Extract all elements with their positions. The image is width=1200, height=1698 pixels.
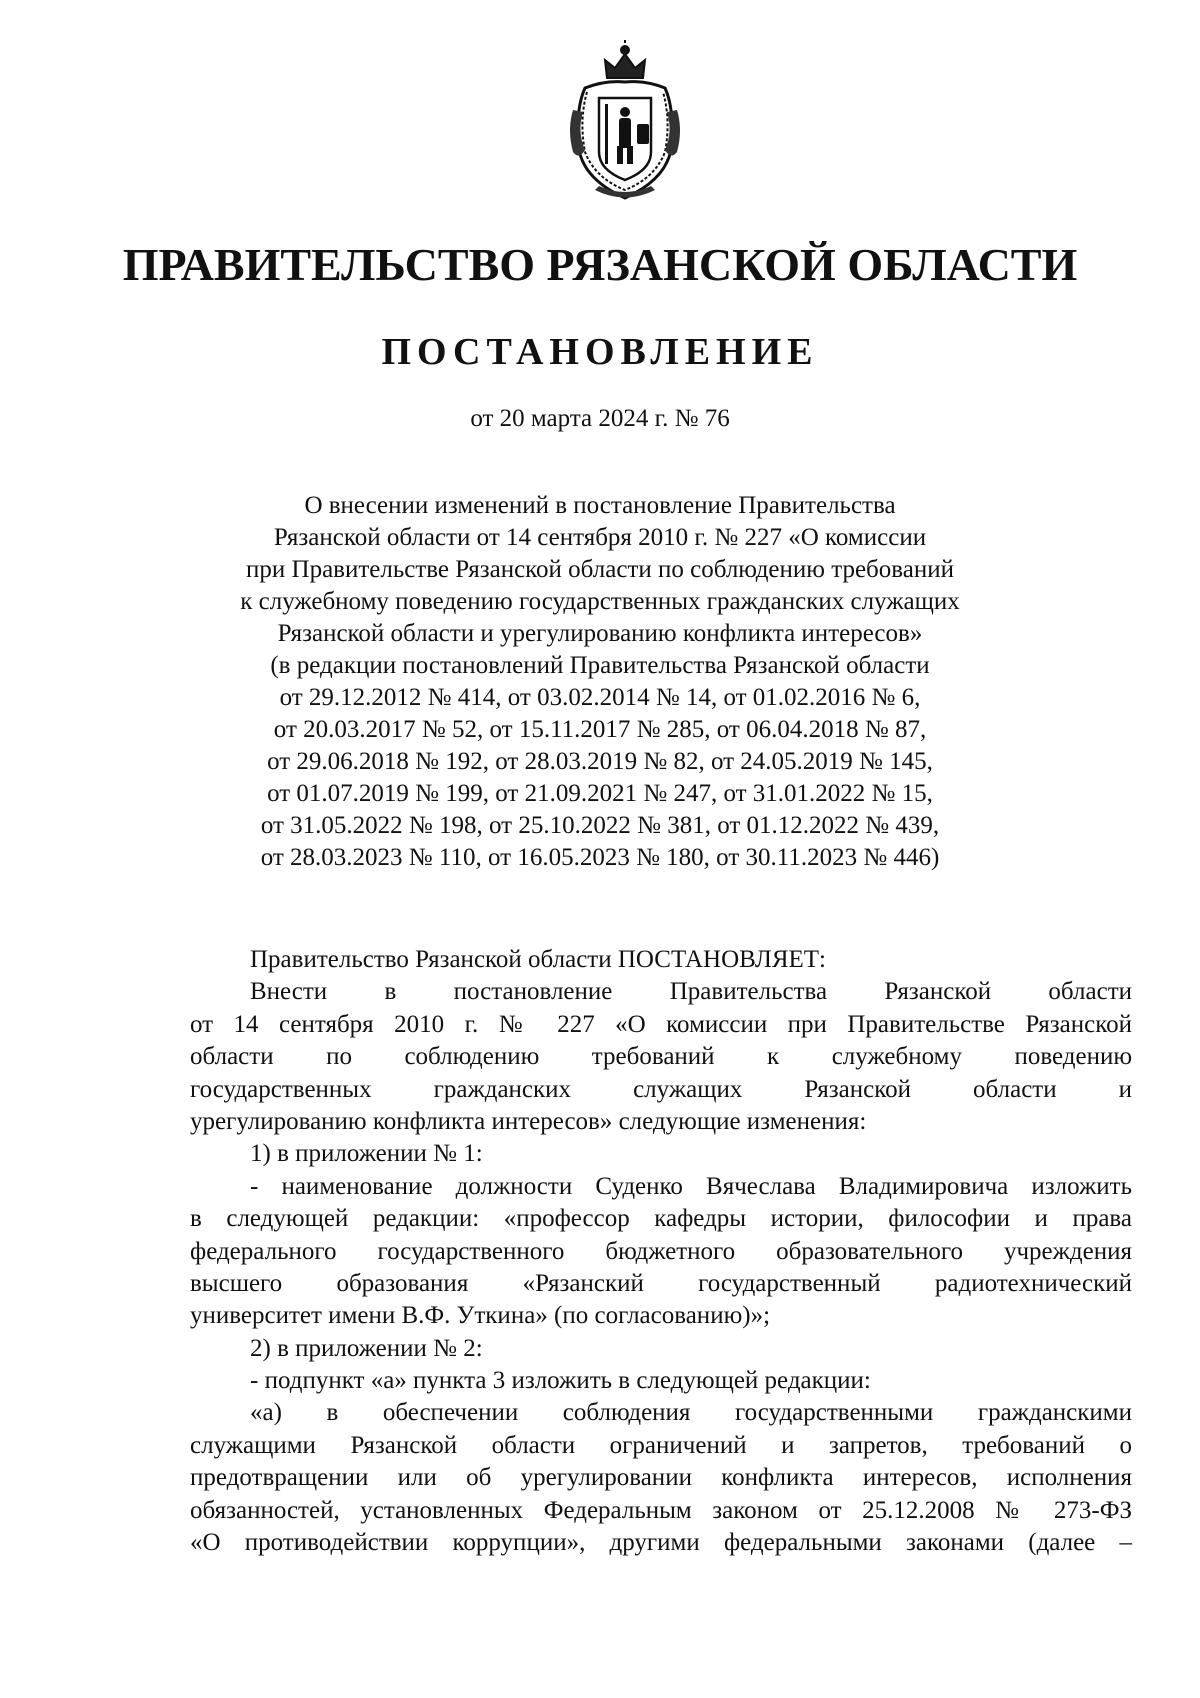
body-line: Правительство Рязанской области ПОСТАНОВЛЯЕТ: [250,946,826,973]
document-body [190,944,1132,1559]
document-subject [150,490,1050,874]
body-line: - подпункт «а» пункта 3 изложить в следующей редакции: [250,1367,871,1395]
subject-line: при Правительстве Рязанской области по соблюдению требований [246,556,954,583]
body-line: предотвращении или об урегулировании конфликта интересов, исполнения [190,1464,1132,1492]
body-line: в следующей редакции: «профессор кафедры истории, философии и права [190,1205,1132,1233]
body-line: федерального государственного бюджетного образовательного учреждения [190,1237,1132,1265]
body-line: 1) в приложении № 1: [250,1140,483,1168]
subject-line: от 31.05.2022 № 198, от 25.10.2022 № 381, от 01.12.2022 № 439, [260,812,940,839]
body-line: обязанностей, установленных Федеральным законом от 25.12.2008 № 273-ФЗ [190,1496,1132,1524]
subject-line: от 20.03.2017 № 52, от 15.11.2017 № 285, от 06.04.2018 № 87, [273,716,927,743]
body-line: служащими Рязанской области ограничений и запретов, требований о [190,1431,1132,1459]
organization-title: ПРАВИТЕЛЬСТВО РЯЗАНСКОЙ ОБЛАСТИ [122,239,1078,290]
body-line: 2) в приложении № 2: [250,1334,483,1362]
subject-line: к служебному поведению государственных гражданских служащих [240,588,960,615]
subject-line: О внесении изменений в постановление Правительства [304,492,896,519]
body-line: «а) в обеспечении соблюдения государственными гражданскими [250,1399,1132,1427]
subject-line: от 29.06.2018 № 192, от 28.03.2019 № 82, от 24.05.2019 № 145, [267,748,933,775]
body-line: университет имени В.Ф. Уткина» (по согласованию)»; [190,1302,771,1330]
body-line: области по соблюдению требований к служебному поведению [190,1043,1132,1071]
document-type-heading: ПОСТАНОВЛЕНИЕ [381,331,819,373]
body-line: государственных гражданских служащих Рязанской области и [190,1075,1132,1103]
subject-line: от 29.12.2012 № 414, от 03.02.2014 № 14, от 01.02.2016 № 6, [279,684,921,711]
document-date-number: от 20 марта 2024 г. № 76 [470,405,730,432]
subject-line: от 01.07.2019 № 199, от 21.09.2021 № 247, от 31.01.2022 № 15, [267,780,933,807]
body-line: - наименование должности Суденко Вячеслава Владимировича изложить [250,1172,1132,1200]
subject-line: Рязанской области и урегулированию конфликта интересов» [277,620,923,647]
body-line: от 14 сентября 2010 г. № 227 «О комиссии при Правительстве Рязанской [190,1010,1132,1038]
subject-line: (в редакции постановлений Правительства Рязанской области [270,652,930,679]
body-line: «О противодействии коррупции», другими федеральными законами (далее – [190,1529,1132,1557]
body-line: урегулированию конфликта интересов» следующие изменения: [190,1107,867,1135]
body-line: высшего образования «Рязанский государственный радиотехнический [190,1269,1132,1297]
subject-line: от 28.03.2023 № 110, от 16.05.2023 № 180, от 30.11.2023 № 446) [260,844,940,871]
subject-line: Рязанской области от 14 сентября 2010 г. № 227 «О комиссии [273,524,927,551]
body-line: Внести в постановление Правительства Рязанской области [250,978,1132,1006]
coat-of-arms-emblem [565,40,685,205]
